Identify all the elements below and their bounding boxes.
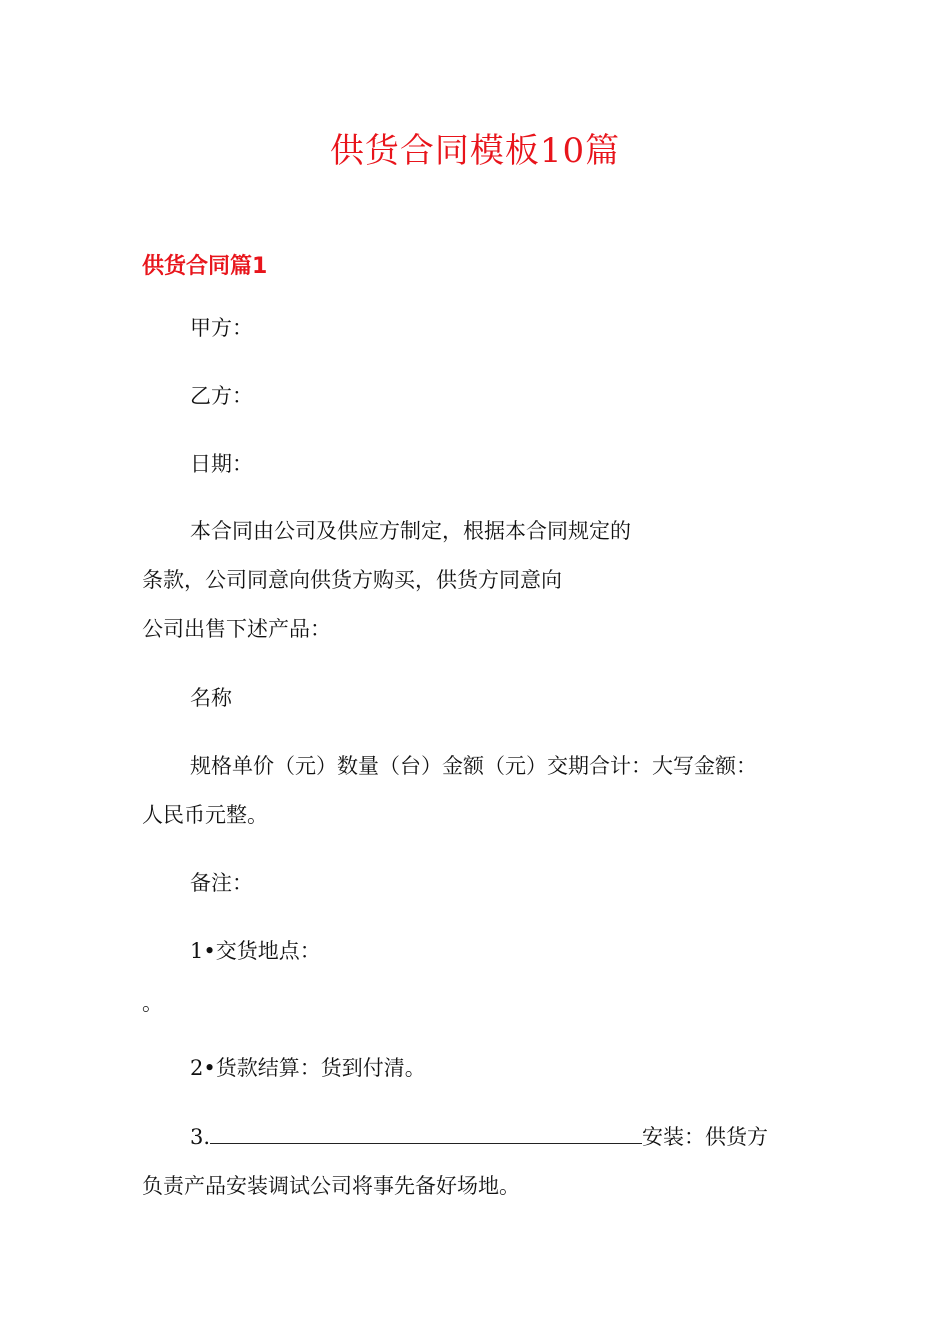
item-1-end: 。 bbox=[142, 991, 163, 1015]
item-3-prefix: 3. bbox=[190, 1125, 211, 1149]
item-3-suffix: 安装：供货方 bbox=[642, 1125, 769, 1149]
party-a-label: 甲方： bbox=[190, 316, 253, 340]
product-name-label: 名称 bbox=[190, 686, 232, 710]
spec-line-1: 规格单价（元）数量（台）金额（元）交期合计：大写金额： bbox=[190, 754, 757, 778]
intro-paragraph-line-3: 公司出售下述产品： bbox=[142, 617, 331, 641]
party-b-label: 乙方： bbox=[190, 384, 253, 408]
item-3-installation bbox=[190, 1121, 768, 1152]
intro-paragraph-line-1: 本合同由公司及供应方制定，根据本合同规定的 bbox=[190, 519, 631, 543]
item-3-line-2: 负责产品安装调试公司将事先备好场地。 bbox=[142, 1174, 520, 1198]
spec-line-2: 人民币元整。 bbox=[142, 803, 268, 827]
fill-in-blank-line bbox=[210, 1121, 642, 1144]
remarks-label: 备注： bbox=[190, 871, 253, 895]
intro-paragraph-line-2: 条款，公司同意向供货方购买，供货方同意向 bbox=[142, 568, 562, 592]
item-2-payment: 2•货款结算：货到付清。 bbox=[190, 1056, 426, 1080]
item-1-delivery-location: 1•交货地点： bbox=[190, 939, 321, 963]
section-heading: 供货合同篇1 bbox=[142, 254, 268, 279]
date-label: 日期： bbox=[190, 452, 253, 476]
document-title: 供货合同模板10篇 bbox=[329, 131, 621, 171]
